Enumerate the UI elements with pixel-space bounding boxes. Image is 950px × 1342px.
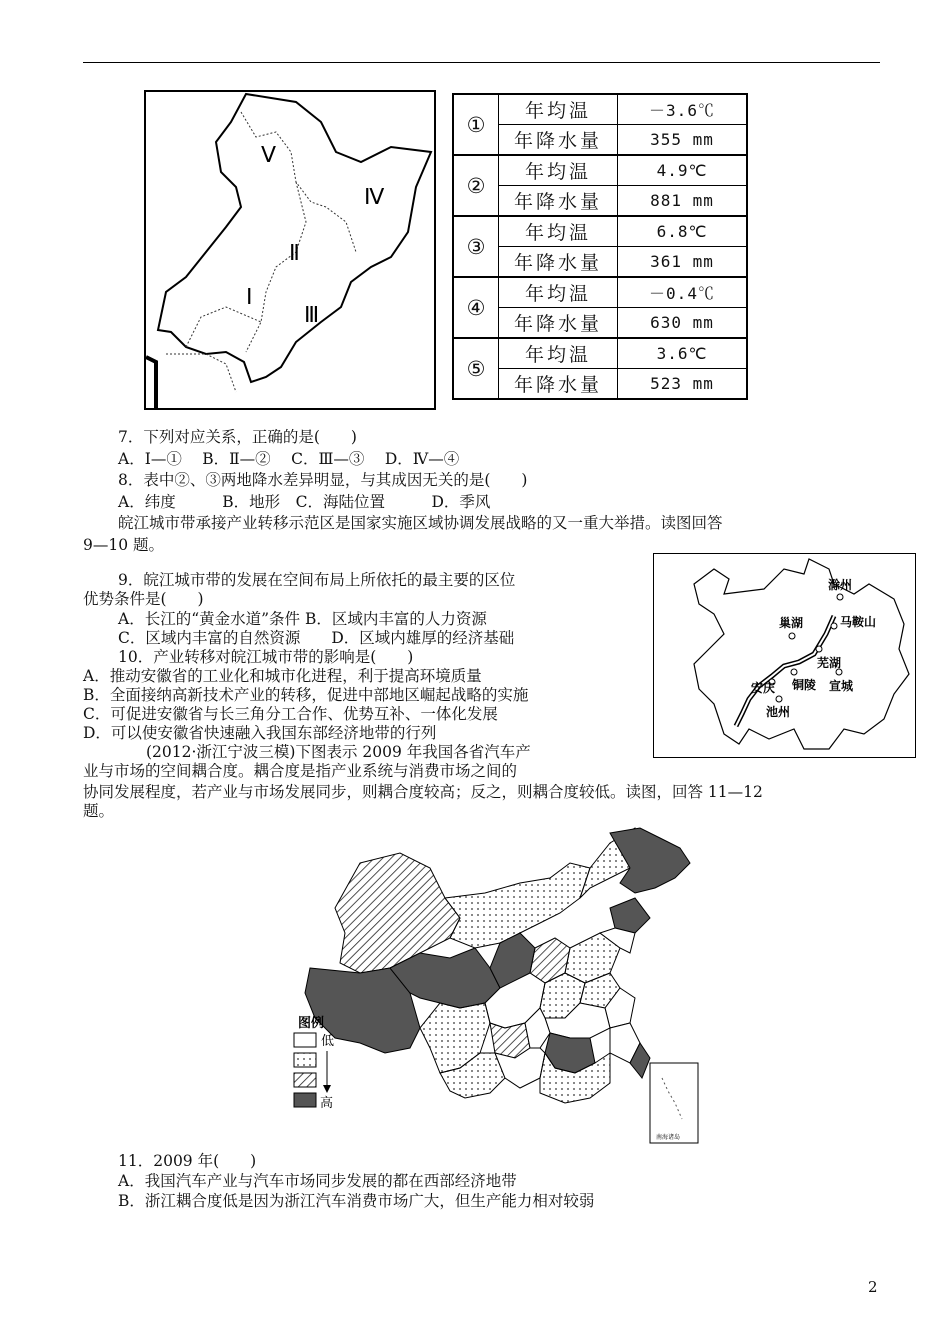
legend-swatch-low bbox=[294, 1033, 316, 1047]
table-row bbox=[453, 155, 747, 186]
intro-9-line2: 9—10 题。 bbox=[83, 536, 165, 554]
temp-value: －0.4℃ bbox=[618, 277, 748, 308]
intro-11-line3: 协同发展程度，若产业与市场发展同步，则耦合度较高；反之，则耦合度较低。读图，回答 11—12 bbox=[83, 783, 763, 801]
row-number: ③ bbox=[453, 216, 499, 277]
city-chizhou: 池州 bbox=[766, 705, 791, 719]
rain-label: 年降水量 bbox=[499, 308, 618, 339]
temp-value: 4.9℃ bbox=[618, 155, 748, 186]
question-9-line1: 9．皖江城市带的发展在空间布局上所依托的最主要的区位 bbox=[118, 571, 516, 589]
question-9-line2: 优势条件是( ) bbox=[83, 590, 204, 608]
rain-value: 523 mm bbox=[618, 369, 748, 400]
table-row bbox=[453, 338, 747, 369]
legend-swatch-mid-high bbox=[294, 1073, 316, 1087]
question-8-options: A．纬度 B．地形 C．海陆位置 D．季风 bbox=[118, 493, 491, 511]
rain-value: 355 mm bbox=[618, 125, 748, 156]
temp-value: 6.8℃ bbox=[618, 216, 748, 247]
region-ii-label: Ⅱ bbox=[289, 240, 300, 265]
temp-value: 3.6℃ bbox=[618, 338, 748, 369]
rain-value: 630 mm bbox=[618, 308, 748, 339]
region-v-label: Ⅴ bbox=[261, 142, 277, 167]
legend-swatch-high bbox=[294, 1093, 316, 1107]
rain-value: 361 mm bbox=[618, 247, 748, 278]
row-number: ① bbox=[453, 94, 499, 155]
question-11-option-a: A．我国汽车产业与汽车市场同步发展的都在西部经济地带 bbox=[118, 1172, 517, 1190]
intro-11-line1: (2012·浙江宁波三模)下图表示 2009 年我国各省汽车产 bbox=[146, 743, 531, 761]
climate-table bbox=[452, 93, 748, 400]
temp-label: 年均温 bbox=[499, 277, 618, 308]
temp-label: 年均温 bbox=[499, 216, 618, 247]
region-iii-label: Ⅲ bbox=[304, 302, 320, 327]
intro-11-line4: 题。 bbox=[83, 802, 115, 820]
question-10-option-d: D．可以使安徽省快速融入我国东部经济地带的行列 bbox=[83, 724, 437, 742]
page-number: 2 bbox=[868, 1278, 878, 1296]
city-wuhu: 芜湖 bbox=[817, 656, 842, 670]
row-number: ② bbox=[453, 155, 499, 216]
anhui-map-drawing bbox=[654, 554, 915, 757]
question-7: 7．下列对应关系，正确的是( ) bbox=[118, 428, 357, 446]
city-anqing: 安庆 bbox=[751, 681, 776, 695]
question-11: 11．2009 年( ) bbox=[118, 1152, 257, 1170]
temp-value: －3.6℃ bbox=[618, 94, 748, 125]
table-row bbox=[453, 216, 747, 247]
legend-title: 图例 bbox=[298, 1016, 325, 1031]
intro-9-line1: 皖江城市带承接产业转移示范区是国家实施区域协调发展战略的又一重大举措。读图回答 bbox=[118, 514, 723, 532]
city-maanshan: 马鞍山 bbox=[840, 615, 877, 629]
row-number: ⑤ bbox=[453, 338, 499, 399]
china-coupling-map bbox=[290, 823, 700, 1145]
legend-high-label: 高 bbox=[320, 1096, 334, 1111]
city-chuzhou: 滁州 bbox=[828, 578, 853, 592]
row-number: ④ bbox=[453, 277, 499, 338]
inset-label: 南海诸岛 bbox=[656, 1134, 681, 1141]
intro-11-line2: 业与市场的空间耦合度。耦合度是指产业系统与消费市场之间的 bbox=[83, 762, 518, 780]
rain-label: 年降水量 bbox=[499, 369, 618, 400]
legend-low-label: 低 bbox=[321, 1034, 335, 1049]
city-xuancheng: 宣城 bbox=[829, 679, 854, 693]
header-rule bbox=[83, 62, 880, 63]
rain-label: 年降水量 bbox=[499, 247, 618, 278]
city-chaohu: 巢湖 bbox=[779, 616, 804, 630]
table-row bbox=[453, 94, 747, 125]
question-10-option-c: C．可促进安徽省与长三角分工合作、优势互补、一体化发展 bbox=[83, 705, 498, 723]
legend-arrowhead-icon bbox=[323, 1085, 331, 1093]
question-7-options: A．Ⅰ—① B．Ⅱ—② C．Ⅲ—③ D．Ⅳ—④ bbox=[118, 450, 460, 468]
question-9-options-1: A．长江的“黄金水道”条件 B．区域内丰富的人力资源 bbox=[118, 610, 487, 628]
question-10: 10．产业转移对皖江城市带的影响是( ) bbox=[118, 648, 414, 666]
anhui-map bbox=[653, 553, 916, 758]
china-map-drawing bbox=[290, 823, 700, 1145]
city-tongling: 铜陵 bbox=[792, 678, 817, 692]
region-i-label: Ⅰ bbox=[246, 284, 253, 309]
temp-label: 年均温 bbox=[499, 338, 618, 369]
question-11-option-b: B．浙江耦合度低是因为浙江汽车消费市场广大，但生产能力相对较弱 bbox=[118, 1192, 595, 1210]
question-10-option-a: A．推动安徽省的工业化和城市化进程，利于提高环境质量 bbox=[83, 667, 482, 685]
rain-label: 年降水量 bbox=[499, 125, 618, 156]
table-row bbox=[453, 277, 747, 308]
temp-label: 年均温 bbox=[499, 94, 618, 125]
region-iv-label: Ⅳ bbox=[364, 184, 385, 209]
question-10-option-b: B．全面接纳高新技术产业的转移，促进中部地区崛起战略的实施 bbox=[83, 686, 529, 704]
question-9-options-2: C．区域内丰富的自然资源 D．区域内雄厚的经济基础 bbox=[118, 629, 515, 647]
rain-value: 881 mm bbox=[618, 186, 748, 217]
rain-label: 年降水量 bbox=[499, 186, 618, 217]
legend-swatch-mid-low bbox=[294, 1053, 316, 1067]
temp-label: 年均温 bbox=[499, 155, 618, 186]
northeast-map-drawing bbox=[146, 92, 434, 408]
northeast-map bbox=[144, 90, 436, 410]
question-8: 8．表中②、③两地降水差异明显，与其成因无关的是( ) bbox=[118, 471, 528, 489]
